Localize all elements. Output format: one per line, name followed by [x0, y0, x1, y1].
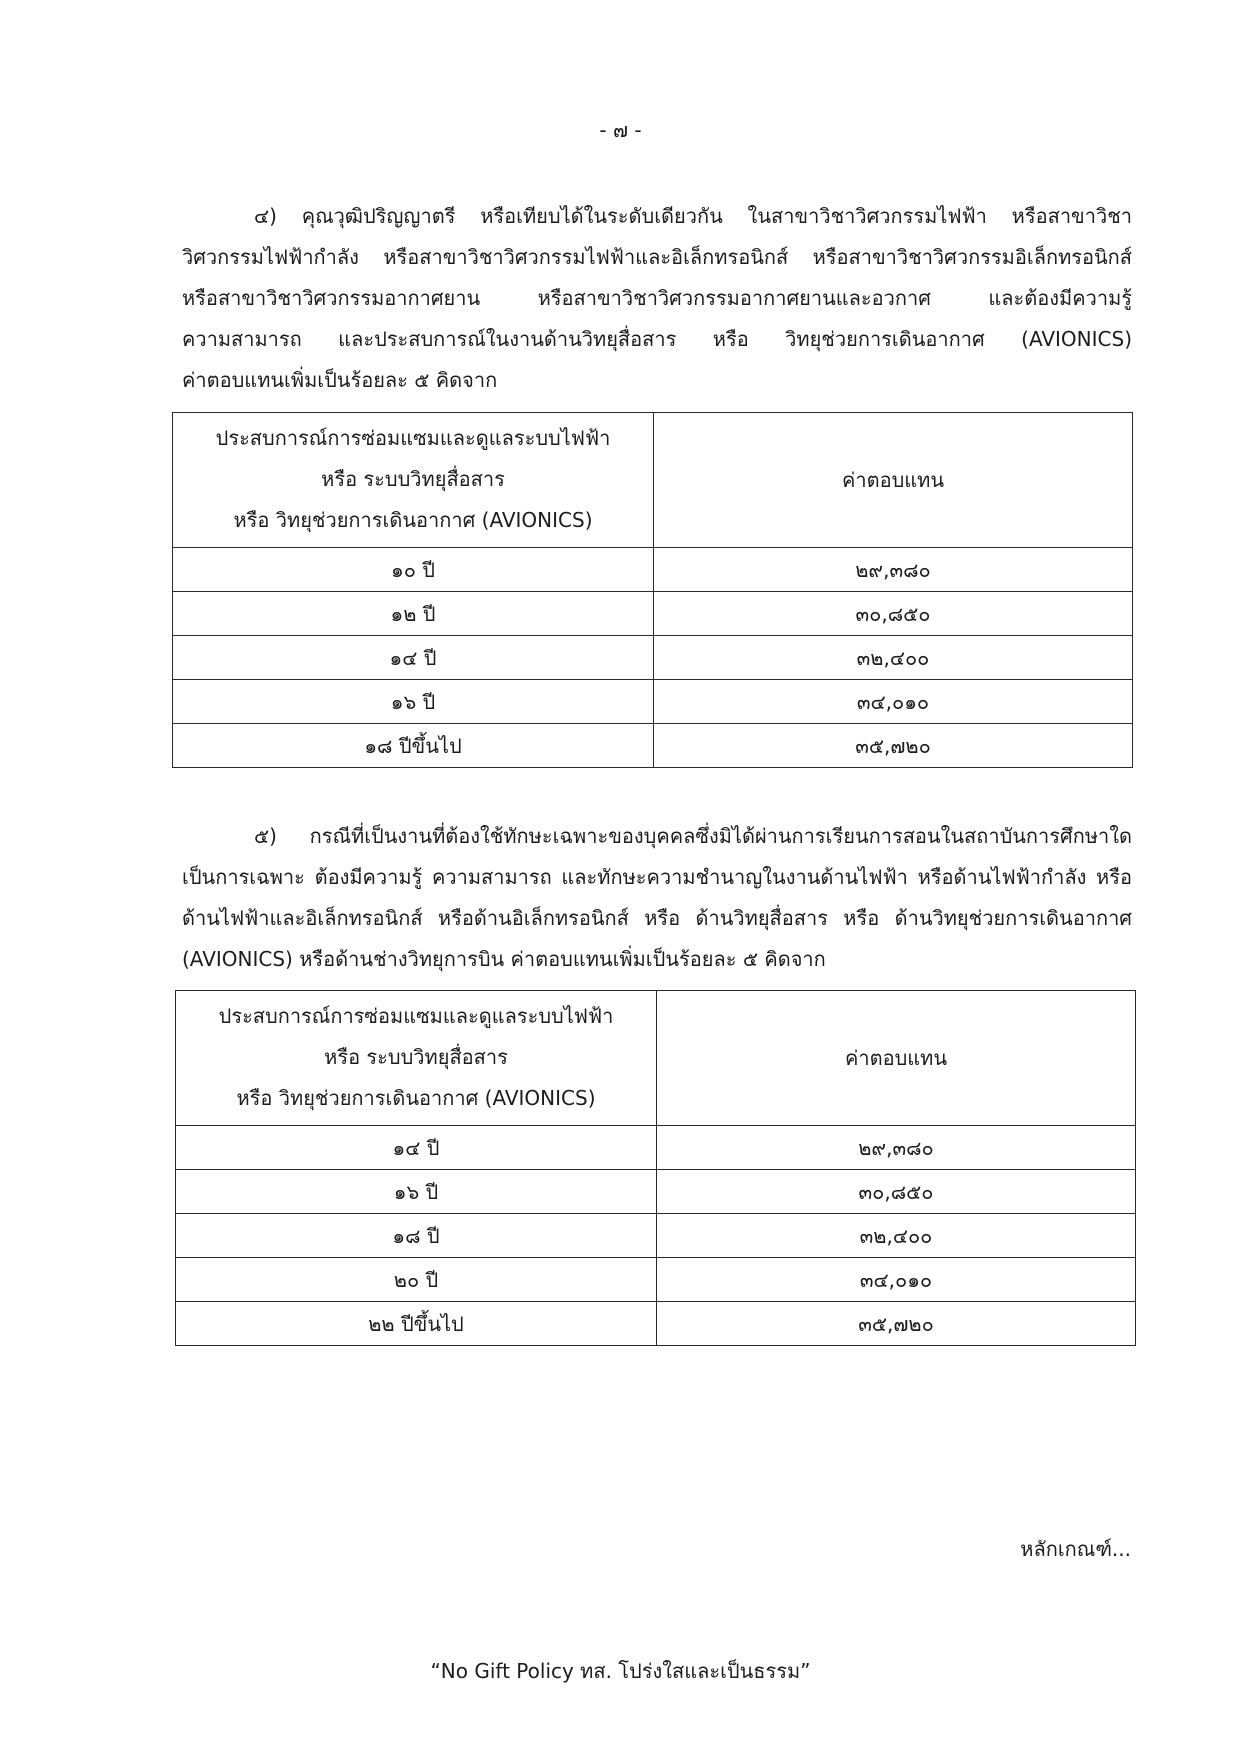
- table-row: [173, 636, 1133, 680]
- paragraph-line: ด้านไฟฟ้าและอิเล็กทรอนิกส์ หรือด้านอิเล็กทรอนิกส์ หรือ ด้านวิทยุสื่อสาร หรือ ด้านวิทยุช่วยการเดินอากาศ: [182, 906, 1132, 930]
- paragraph-line: หรือสาขาวิชาวิศวกรรมอากาศยาน หรือสาขาวิชาวิศวกรรมอากาศยานและอวกาศ และต้องมีความรู้: [182, 286, 1132, 310]
- table-row: [176, 1258, 1136, 1302]
- experience-cell: ๑๘ ปี: [176, 1214, 657, 1258]
- section-5-rate-table: [175, 990, 1136, 1346]
- header-line: ประสบการณ์การซ่อมแซมและดูแลระบบไฟฟ้า: [218, 1004, 614, 1028]
- header-line: หรือ ระบบวิทยุสื่อสาร: [324, 1045, 508, 1069]
- table-row: [173, 724, 1133, 768]
- header-line: หรือ ระบบวิทยุสื่อสาร: [321, 467, 505, 491]
- paragraph-line: วิศวกรรมไฟฟ้ากำลัง หรือสาขาวิชาวิศวกรรมไฟฟ้าและอิเล็กทรอนิกส์ หรือสาขาวิชาวิศวกรรมอิเล็กทรอนิกส์: [182, 245, 1132, 269]
- pay-cell: ๓๐,๘๕๐: [657, 1170, 1136, 1214]
- table-row: [176, 1126, 1136, 1170]
- header-line: หรือ วิทยุช่วยการเดินอากาศ (AVIONICS): [236, 1086, 596, 1110]
- pay-cell: ๓๕,๗๒๐: [654, 724, 1133, 768]
- experience-cell: ๑๐ ปี: [173, 548, 654, 592]
- experience-cell: ๑๔ ปี: [176, 1126, 657, 1170]
- pay-cell: ๓๕,๗๒๐: [657, 1302, 1136, 1346]
- paragraph-line: ๔) คุณวุฒิปริญญาตรี หรือเทียบได้ในระดับเดียวกัน ในสาขาวิชาวิศวกรรมไฟฟ้า หรือสาขาวิชา: [254, 204, 1132, 228]
- header-line: ประสบการณ์การซ่อมแซมและดูแลระบบไฟฟ้า: [215, 426, 611, 450]
- table-row: [176, 1302, 1136, 1346]
- experience-cell: ๒๐ ปี: [176, 1258, 657, 1302]
- experience-cell: ๑๖ ปี: [176, 1170, 657, 1214]
- pay-cell: ๓๔,๐๑๐: [657, 1258, 1136, 1302]
- table-row: [173, 548, 1133, 592]
- section-4-rate-table: [172, 412, 1133, 768]
- page-number: - ๗ -: [599, 118, 642, 142]
- experience-header: [176, 991, 657, 1126]
- paragraph-line: ๕) กรณีที่เป็นงานที่ต้องใช้ทักษะเฉพาะของบุคคลซึ่งมิได้ผ่านการเรียนการสอนในสถาบันการศึกษาใด: [254, 824, 1132, 848]
- experience-cell: ๑๘ ปีขึ้นไป: [173, 724, 654, 768]
- paragraph-line: เป็นการเฉพาะ ต้องมีความรู้ ความสามารถ และทักษะความชำนาญในงานด้านไฟฟ้า หรือด้านไฟฟ้ากำลัง หรือ: [182, 865, 1132, 889]
- paragraph-line: ความสามารถ และประสบการณ์ในงานด้านวิทยุสื่อสาร หรือ วิทยุช่วยการเดินอากาศ (AVIONICS): [182, 327, 1132, 351]
- pay-cell: ๓๒,๔๐๐: [654, 636, 1133, 680]
- table-header-row: [173, 413, 1133, 548]
- pay-cell: ๒๙,๓๘๐: [654, 548, 1133, 592]
- experience-header: [173, 413, 654, 548]
- table-row: [176, 1214, 1136, 1258]
- section-5-paragraph: [182, 816, 1132, 980]
- table-header-row: [176, 991, 1136, 1126]
- continuation-note: หลักเกณฑ์...: [1020, 1537, 1131, 1561]
- table-row: [176, 1170, 1136, 1214]
- table-row: [173, 680, 1133, 724]
- pay-cell: ๓๒,๔๐๐: [657, 1214, 1136, 1258]
- section-4-paragraph: [182, 196, 1132, 401]
- experience-cell: ๑๒ ปี: [173, 592, 654, 636]
- header-line: หรือ วิทยุช่วยการเดินอากาศ (AVIONICS): [233, 508, 593, 532]
- pay-cell: ๒๙,๓๘๐: [657, 1126, 1136, 1170]
- experience-cell: ๒๒ ปีขึ้นไป: [176, 1302, 657, 1346]
- pay-header: ค่าตอบแทน: [657, 991, 1136, 1126]
- pay-header: ค่าตอบแทน: [654, 413, 1133, 548]
- pay-cell: ๓๔,๐๑๐: [654, 680, 1133, 724]
- experience-cell: ๑๖ ปี: [173, 680, 654, 724]
- table-row: [173, 592, 1133, 636]
- paragraph-line: ค่าตอบแทนเพิ่มเป็นร้อยละ ๕ คิดจาก: [182, 368, 498, 392]
- pay-cell: ๓๐,๘๕๐: [654, 592, 1133, 636]
- experience-cell: ๑๔ ปี: [173, 636, 654, 680]
- footer-policy-slogan: “No Gift Policy ทส. โปร่งใสและเป็นธรรม”: [430, 1659, 811, 1683]
- paragraph-line: (AVIONICS) หรือด้านช่างวิทยุการบิน ค่าตอบแทนเพิ่มเป็นร้อยละ ๕ คิดจาก: [182, 947, 826, 971]
